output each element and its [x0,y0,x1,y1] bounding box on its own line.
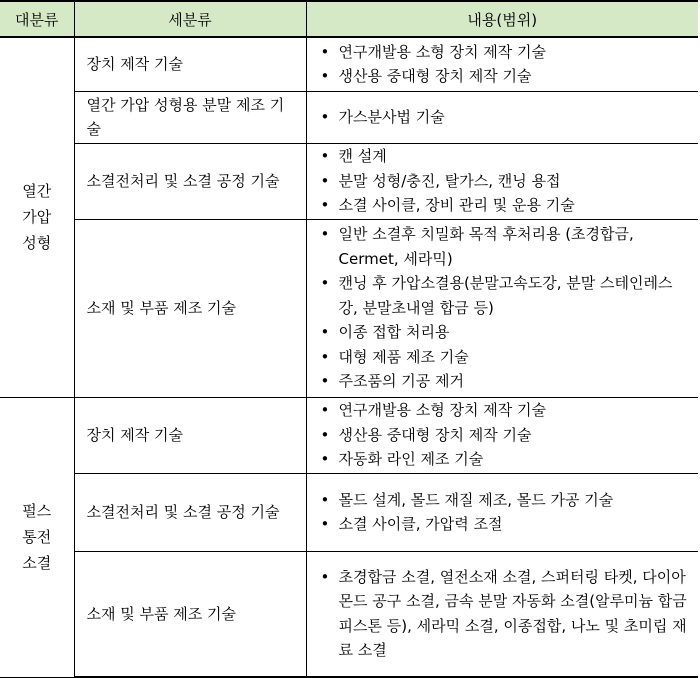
content-list [307,105,691,130]
content-list [307,144,691,218]
content-cell [306,397,698,473]
content-cell [306,143,698,219]
sub-category-cell: 소재 및 부품 제조 기술 [74,219,306,397]
content-list [307,565,691,663]
content-item: • 초경합금 소결, 열전소재 소결, 스퍼터링 타켓, 다이아몬드 공구 소결, 금속 분말 자동화 소결(알루미늄 합금피스톤 등), 세라믹 소결, 이종접합, 나노 및 초미립 재료 소결 [307,565,691,663]
content-item: • 생산용 중대형 장치 제작 기술 [307,423,691,448]
content-cell [306,37,698,91]
content-item: • 가스분사법 기술 [307,105,691,130]
content-item: • 이종 접합 처리용 [307,320,691,345]
sub-category-cell: 열간 가압 성형용 분말 제조 기술 [74,91,306,143]
major-category-label: 펄스 통전 소결 [22,502,52,572]
content-item: • 자동화 라인 제조 기술 [307,447,691,472]
sub-category-cell: 소재 및 부품 제조 기술 [74,551,306,677]
content-item: • 소결 사이클, 장비 관리 및 운용 기술 [307,193,691,218]
content-cell [306,219,698,397]
content-list [307,40,691,89]
sub-category-cell: 소결전처리 및 소결 공정 기술 [74,473,306,551]
content-item: • 연구개발용 소형 장치 제작 기술 [307,40,691,65]
content-item: • 캔닝 후 가압소결용(분말고속도강, 분말 스테인레스강, 분말초내열 합금 등) [307,271,691,320]
content-item: • 일반 소결후 치밀화 목적 후처리용 (초경합금, Cermet, 세라믹) [307,222,691,271]
table-row [0,473,698,551]
header-content-scope: 내용(범위) [306,1,698,37]
content-cell [306,473,698,551]
content-list [307,398,691,472]
content-item: • 주조품의 기공 제거 [307,369,691,394]
table-row [0,397,698,473]
content-list [307,488,691,537]
sub-category-cell: 소결전처리 및 소결 공정 기술 [74,143,306,219]
sub-category-cell: 장치 제작 기술 [74,37,306,91]
table-row [0,91,698,143]
header-major-category: 대분류 [0,1,74,37]
content-cell [306,551,698,677]
content-list [307,222,691,394]
major-category-label: 열간 가압 성형 [22,182,52,253]
content-item: • 생산용 중대형 장치 제작 기술 [307,64,691,89]
content-item: • 연구개발용 소형 장치 제작 기술 [307,398,691,423]
table-row [0,551,698,677]
major-category-cell [0,397,74,677]
table-row [0,219,698,397]
content-item: • 분말 성형/충진, 탈가스, 캔닝 용접 [307,169,691,194]
header-row [0,1,698,37]
content-item: • 대형 제품 제조 기술 [307,345,691,370]
table-row [0,37,698,91]
content-item: • 몰드 설계, 몰드 재질 제조, 몰드 가공 기술 [307,488,691,513]
header-sub-category: 세분류 [74,1,306,37]
content-cell [306,91,698,143]
table-row [0,143,698,219]
content-item: • 소결 사이클, 가압력 조절 [307,512,691,537]
major-category-cell [0,37,74,397]
sub-category-cell: 장치 제작 기술 [74,397,306,473]
content-item: • 캔 설계 [307,144,691,169]
